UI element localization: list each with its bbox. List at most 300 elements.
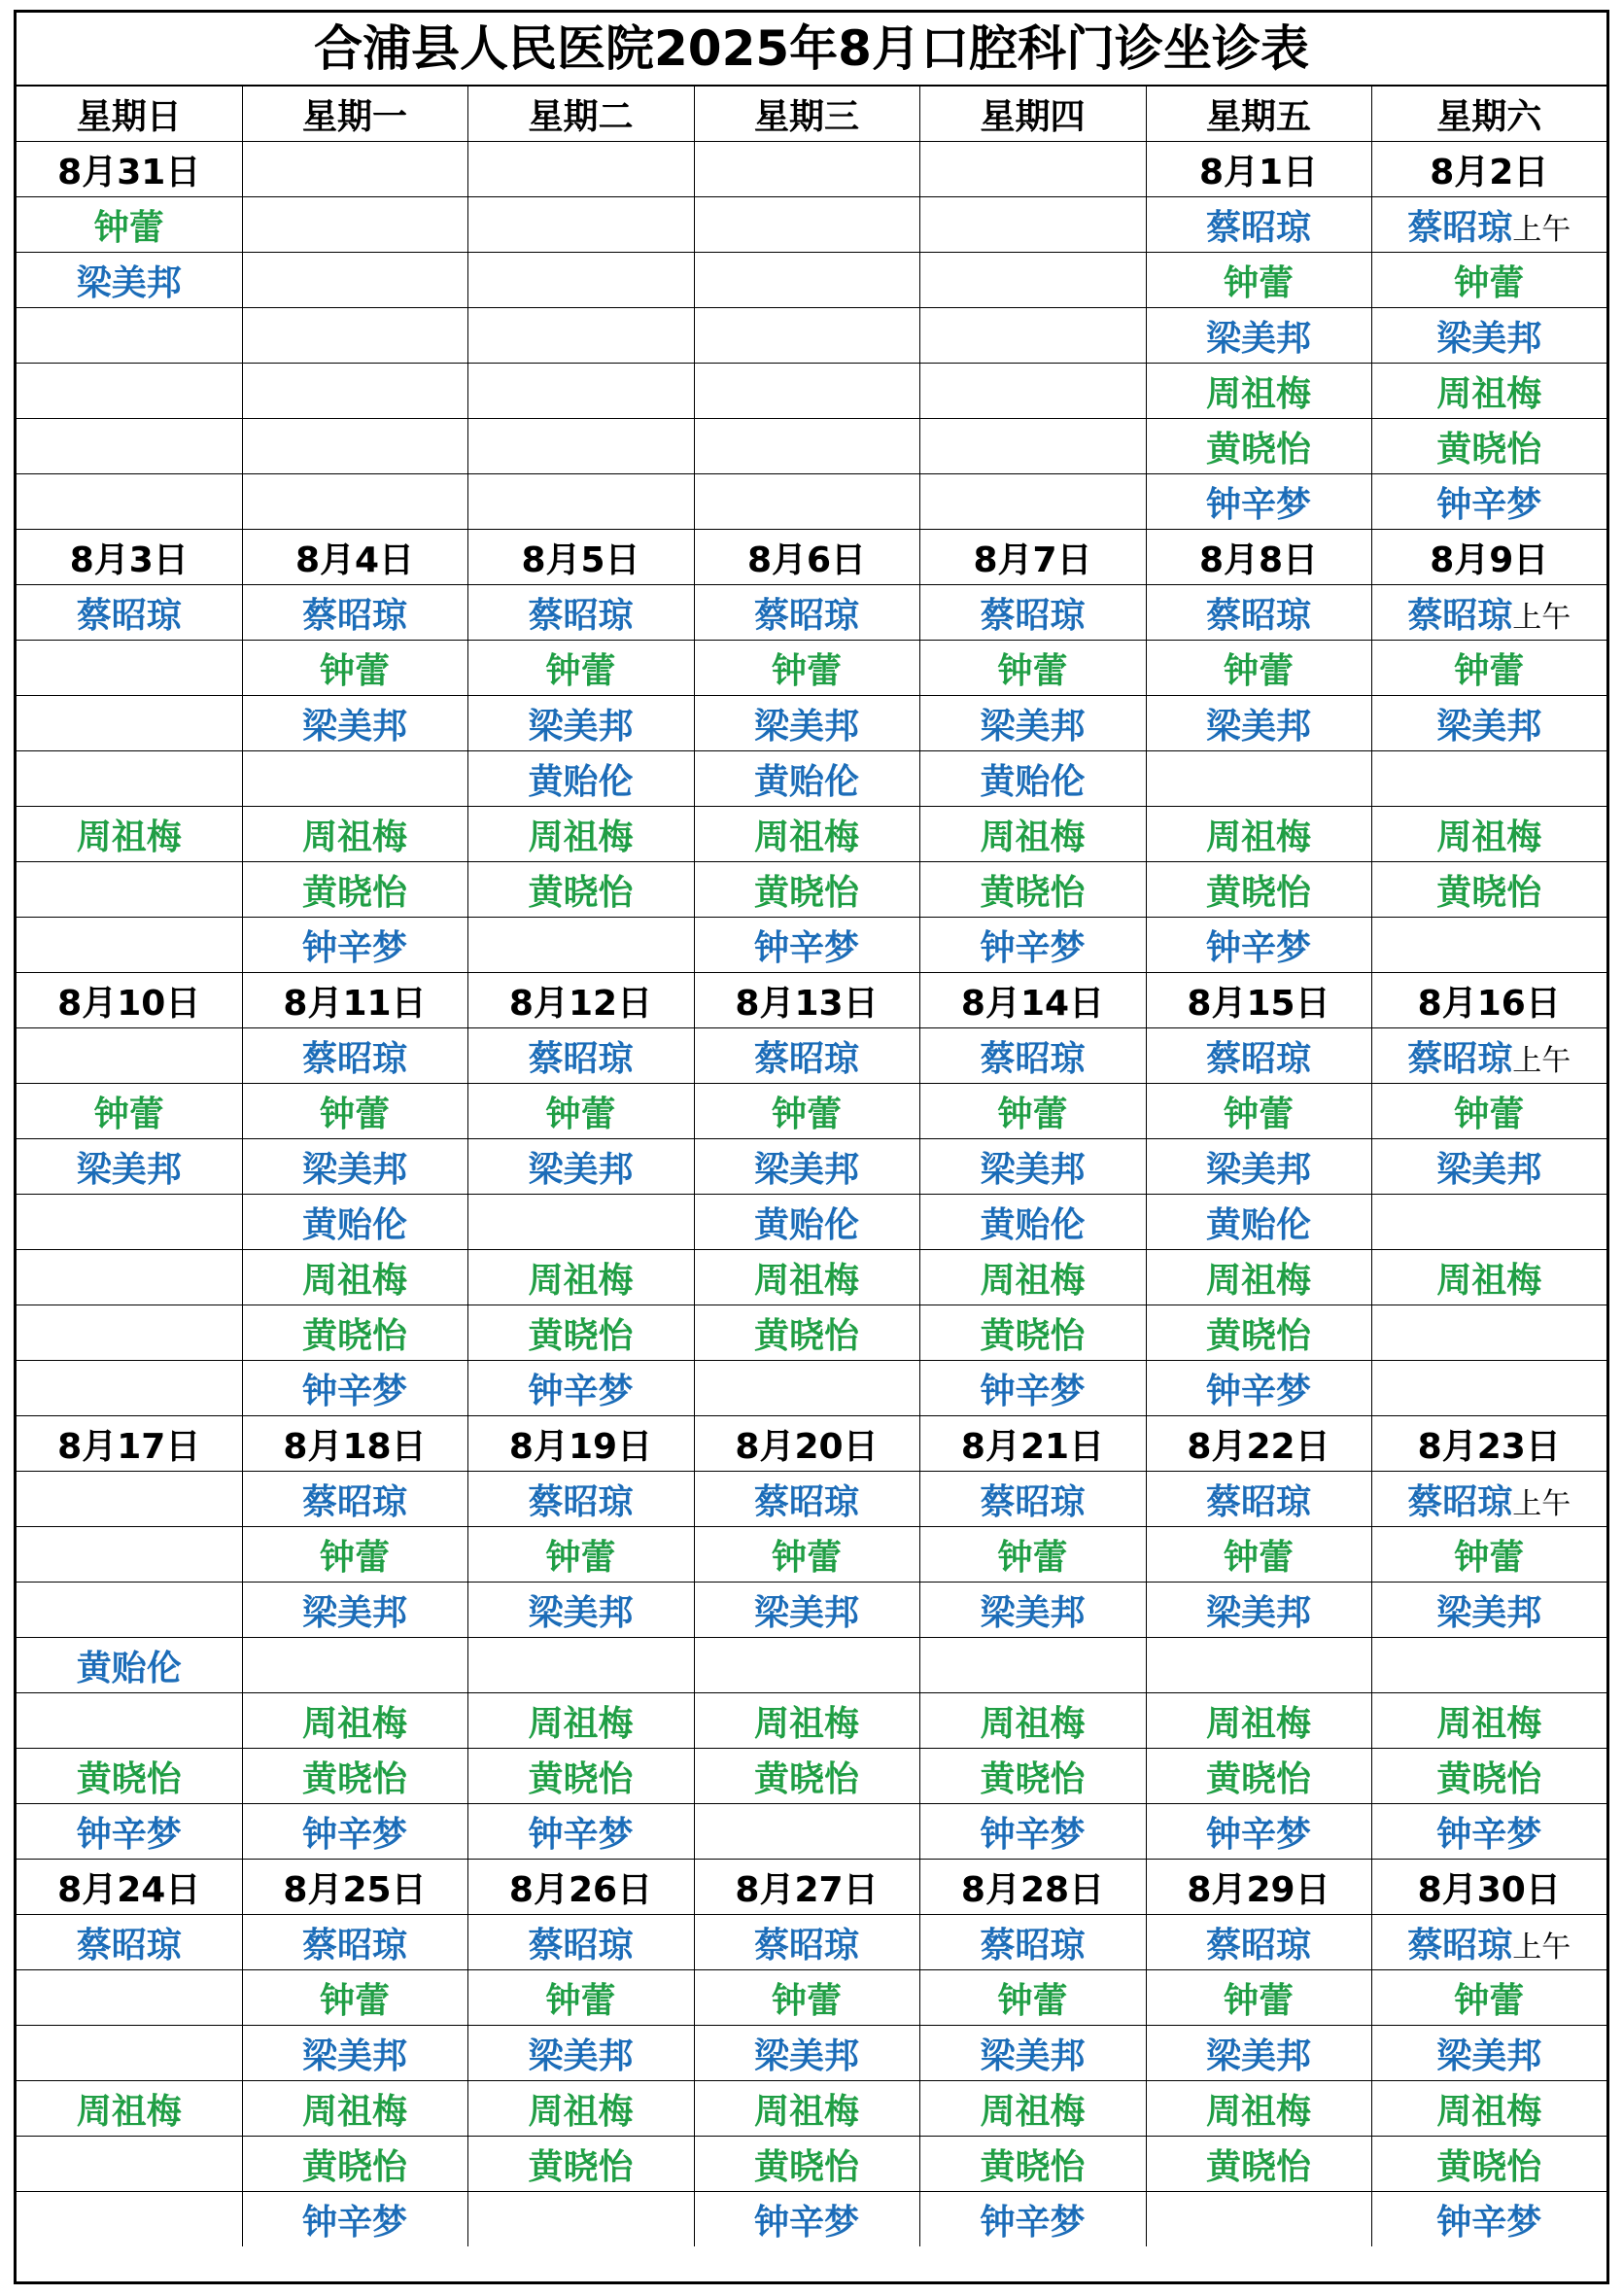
doctor-name: 钟蕾	[997, 1980, 1068, 2021]
doctor-name: 蔡昭琼	[76, 595, 182, 636]
doctor-cell	[919, 862, 1146, 918]
doctor-name: 钟辛梦	[301, 1814, 407, 1855]
doctor-cell	[467, 751, 694, 807]
doctor-cell	[17, 751, 242, 807]
doctor-cell	[694, 585, 919, 641]
doctor-cell	[467, 696, 694, 751]
doctor-name: 钟辛梦	[1436, 2202, 1542, 2243]
doctor-row	[17, 474, 1606, 530]
doctor-cell	[694, 2081, 919, 2137]
doctor-name: 黄晓怡	[980, 1315, 1086, 1356]
doctor-cell	[467, 419, 694, 474]
doctor-cell	[1146, 585, 1371, 641]
date-cell: 8月12日	[467, 973, 694, 1028]
doctor-cell	[1146, 1028, 1371, 1084]
doctor-cell	[17, 1583, 242, 1638]
date-cell: 8月3日	[17, 530, 242, 585]
doctor-cell	[694, 1361, 919, 1416]
doctor-cell	[242, 364, 467, 419]
doctor-name: 钟蕾	[1223, 262, 1294, 303]
doctor-cell	[1371, 364, 1606, 419]
doctor-cell	[694, 1804, 919, 1860]
doctor-cell	[1146, 1527, 1371, 1583]
doctor-name: 钟辛梦	[980, 927, 1086, 968]
doctor-cell	[919, 1139, 1146, 1195]
doctor-cell	[1371, 807, 1606, 862]
doctor-cell	[467, 1084, 694, 1139]
doctor-cell	[919, 308, 1146, 364]
doctor-name: 蔡昭琼	[1205, 1481, 1311, 1522]
doctor-name: 梁美邦	[1205, 706, 1311, 747]
doctor-cell	[467, 1970, 694, 2026]
doctor-cell	[242, 1693, 467, 1749]
doctor-cell	[242, 1915, 467, 1970]
doctor-cell	[694, 419, 919, 474]
doctor-cell	[17, 197, 242, 253]
doctor-cell	[919, 1638, 1146, 1693]
doctor-cell	[694, 1084, 919, 1139]
doctor-name: 黄晓怡	[753, 1315, 859, 1356]
date-row	[17, 1416, 1606, 1472]
shift-note: 上午	[1512, 1043, 1571, 1078]
doctor-cell	[694, 641, 919, 696]
doctor-row	[17, 1638, 1606, 1693]
doctor-cell	[467, 1139, 694, 1195]
doctor-cell	[17, 1915, 242, 1970]
doctor-name: 梁美邦	[528, 1149, 634, 1190]
doctor-cell	[242, 253, 467, 308]
date-cell: 8月10日	[17, 973, 242, 1028]
date-cell: 8月13日	[694, 973, 919, 1028]
doctor-cell	[242, 918, 467, 973]
schedule-sheet	[14, 10, 1609, 2284]
doctor-cell	[467, 1638, 694, 1693]
date-cell: 8月21日	[919, 1416, 1146, 1472]
doctor-name: 梁美邦	[1436, 318, 1542, 359]
doctor-cell	[17, 1749, 242, 1804]
doctor-name: 蔡昭琼	[528, 595, 634, 636]
doctor-cell	[1371, 1028, 1606, 1084]
doctor-cell	[1371, 1804, 1606, 1860]
doctor-cell	[1146, 2192, 1371, 2247]
doctor-cell	[467, 197, 694, 253]
doctor-name: 周祖梅	[528, 1703, 634, 1744]
doctor-cell	[1146, 918, 1371, 973]
doctor-name: 钟辛梦	[980, 1814, 1086, 1855]
doctor-name: 周祖梅	[301, 817, 407, 857]
weekday-header-wed: 星期三	[694, 87, 919, 142]
doctor-cell	[467, 1749, 694, 1804]
doctor-name: 黄晓怡	[1205, 1758, 1311, 1799]
doctor-cell	[467, 2192, 694, 2247]
doctor-row	[17, 918, 1606, 973]
doctor-cell	[467, 2026, 694, 2081]
doctor-cell	[919, 585, 1146, 641]
doctor-cell	[1371, 197, 1606, 253]
doctor-name: 周祖梅	[753, 817, 859, 857]
doctor-cell	[242, 2192, 467, 2247]
doctor-name: 梁美邦	[1436, 2035, 1542, 2076]
date-cell: 8月22日	[1146, 1416, 1371, 1472]
doctor-name: 梁美邦	[753, 706, 859, 747]
doctor-cell	[17, 1804, 242, 1860]
doctor-cell	[467, 585, 694, 641]
doctor-cell	[242, 585, 467, 641]
doctor-name: 蔡昭琼	[1407, 1038, 1513, 1079]
doctor-cell	[1371, 253, 1606, 308]
doctor-cell	[17, 696, 242, 751]
doctor-name: 钟蕾	[545, 1094, 616, 1134]
doctor-cell	[242, 1084, 467, 1139]
doctor-cell	[919, 2137, 1146, 2192]
date-cell: 8月4日	[242, 530, 467, 585]
doctor-cell	[1371, 862, 1606, 918]
doctor-name: 梁美邦	[980, 1592, 1086, 1633]
doctor-cell	[694, 474, 919, 530]
doctor-cell	[467, 1804, 694, 1860]
date-row	[17, 1860, 1606, 1915]
doctor-name: 梁美邦	[528, 2035, 634, 2076]
doctor-cell	[919, 1250, 1146, 1305]
doctor-cell	[694, 2026, 919, 2081]
doctor-name: 钟蕾	[1223, 1980, 1294, 2021]
doctor-cell	[1146, 1693, 1371, 1749]
doctor-cell	[467, 1693, 694, 1749]
doctor-cell	[1371, 1527, 1606, 1583]
doctor-cell	[242, 197, 467, 253]
doctor-cell	[1146, 807, 1371, 862]
doctor-name: 蔡昭琼	[753, 1481, 859, 1522]
doctor-cell	[242, 474, 467, 530]
doctor-name: 蔡昭琼	[980, 1038, 1086, 1079]
doctor-name: 钟辛梦	[301, 2202, 407, 2243]
date-cell: 8月23日	[1371, 1416, 1606, 1472]
doctor-cell	[242, 2081, 467, 2137]
doctor-name: 周祖梅	[980, 817, 1086, 857]
doctor-row	[17, 308, 1606, 364]
doctor-name: 钟蕾	[545, 1537, 616, 1578]
doctor-cell	[242, 1638, 467, 1693]
doctor-cell	[1371, 1250, 1606, 1305]
page-title: 合浦县人民医院2025年8月口腔科门诊坐诊表	[17, 13, 1606, 87]
doctor-cell	[242, 419, 467, 474]
date-cell: 8月8日	[1146, 530, 1371, 585]
date-cell: 8月27日	[694, 1860, 919, 1915]
doctor-cell	[1371, 474, 1606, 530]
doctor-cell	[467, 364, 694, 419]
doctor-name: 钟辛梦	[980, 2202, 1086, 2243]
doctor-cell	[17, 308, 242, 364]
doctor-cell	[17, 862, 242, 918]
doctor-cell	[467, 308, 694, 364]
doctor-name: 钟蕾	[1454, 1094, 1525, 1134]
doctor-name: 周祖梅	[528, 1260, 634, 1301]
doctor-name: 周祖梅	[753, 1260, 859, 1301]
doctor-row	[17, 1915, 1606, 1970]
doctor-name: 梁美邦	[753, 1149, 859, 1190]
shift-note: 上午	[1512, 1930, 1571, 1965]
doctor-name: 周祖梅	[1436, 817, 1542, 857]
date-cell: 8月6日	[694, 530, 919, 585]
doctor-cell	[1371, 751, 1606, 807]
doctor-name: 黄晓怡	[1205, 2146, 1311, 2187]
doctor-cell	[694, 1195, 919, 1250]
doctor-cell	[1146, 1804, 1371, 1860]
doctor-cell	[242, 1028, 467, 1084]
doctor-cell	[467, 2137, 694, 2192]
doctor-name: 梁美邦	[301, 1592, 407, 1633]
doctor-cell	[17, 474, 242, 530]
doctor-cell	[1146, 1749, 1371, 1804]
doctor-cell	[1146, 1472, 1371, 1527]
doctor-name: 蔡昭琼	[753, 1038, 859, 1079]
weekday-header-sun: 星期日	[17, 87, 242, 142]
doctor-cell	[1371, 308, 1606, 364]
doctor-name: 钟蕾	[93, 1094, 164, 1134]
doctor-cell	[1146, 641, 1371, 696]
doctor-name: 梁美邦	[1436, 1149, 1542, 1190]
doctor-name: 蔡昭琼	[753, 595, 859, 636]
doctor-cell	[242, 1970, 467, 2026]
doctor-cell	[242, 751, 467, 807]
doctor-cell	[1146, 696, 1371, 751]
date-cell: 8月9日	[1371, 530, 1606, 585]
doctor-name: 梁美邦	[301, 706, 407, 747]
doctor-cell	[17, 1527, 242, 1583]
doctor-name: 梁美邦	[1205, 1592, 1311, 1633]
doctor-row	[17, 807, 1606, 862]
doctor-row	[17, 1084, 1606, 1139]
shift-note: 上午	[1512, 600, 1571, 635]
doctor-name: 蔡昭琼	[1205, 207, 1311, 248]
doctor-row	[17, 1028, 1606, 1084]
doctor-name: 梁美邦	[528, 706, 634, 747]
doctor-row	[17, 862, 1606, 918]
doctor-name: 黄晓怡	[1205, 429, 1311, 470]
doctor-cell	[467, 1305, 694, 1361]
doctor-cell	[694, 1472, 919, 1527]
doctor-cell	[17, 807, 242, 862]
doctor-cell	[17, 2081, 242, 2137]
doctor-cell	[17, 1084, 242, 1139]
date-row	[17, 530, 1606, 585]
doctor-name: 钟辛梦	[980, 1371, 1086, 1411]
doctor-row	[17, 253, 1606, 308]
date-cell: 8月28日	[919, 1860, 1146, 1915]
doctor-name: 黄晓怡	[753, 2146, 859, 2187]
doctor-cell	[17, 918, 242, 973]
doctor-name: 蔡昭琼	[301, 1038, 407, 1079]
doctor-name: 钟辛梦	[1205, 1814, 1311, 1855]
doctor-row	[17, 1970, 1606, 2026]
doctor-name: 黄晓怡	[1436, 429, 1542, 470]
weekday-header-thu: 星期四	[919, 87, 1146, 142]
schedule-table	[17, 87, 1606, 2246]
doctor-cell	[919, 751, 1146, 807]
doctor-cell	[1371, 1084, 1606, 1139]
doctor-cell	[242, 641, 467, 696]
doctor-row	[17, 1749, 1606, 1804]
doctor-cell	[17, 253, 242, 308]
doctor-cell	[694, 2137, 919, 2192]
doctor-cell	[17, 641, 242, 696]
shift-note: 上午	[1512, 212, 1571, 247]
doctor-name: 梁美邦	[1205, 318, 1311, 359]
doctor-name: 梁美邦	[76, 262, 182, 303]
doctor-row	[17, 1250, 1606, 1305]
doctor-name: 钟辛梦	[76, 1814, 182, 1855]
doctor-name: 黄晓怡	[528, 872, 634, 913]
doctor-name: 梁美邦	[980, 1149, 1086, 1190]
doctor-name: 钟蕾	[319, 1094, 390, 1134]
doctor-cell	[919, 1915, 1146, 1970]
doctor-name: 黄晓怡	[301, 2146, 407, 2187]
doctor-row	[17, 1804, 1606, 1860]
doctor-name: 周祖梅	[301, 1260, 407, 1301]
doctor-cell	[1146, 1084, 1371, 1139]
doctor-name: 钟蕾	[319, 1537, 390, 1578]
doctor-name: 黄晓怡	[1205, 872, 1311, 913]
doctor-cell	[1146, 1361, 1371, 1416]
doctor-cell	[1371, 419, 1606, 474]
doctor-name: 钟蕾	[319, 650, 390, 691]
doctor-name: 梁美邦	[980, 706, 1086, 747]
doctor-cell	[1146, 1250, 1371, 1305]
doctor-cell	[242, 1250, 467, 1305]
date-cell: 8月29日	[1146, 1860, 1371, 1915]
doctor-name: 黄晓怡	[1436, 872, 1542, 913]
date-cell: 8月16日	[1371, 973, 1606, 1028]
doctor-cell	[1371, 1472, 1606, 1527]
doctor-cell	[1371, 1749, 1606, 1804]
doctor-name: 蔡昭琼	[528, 1038, 634, 1079]
doctor-name: 黄晓怡	[980, 872, 1086, 913]
doctor-name: 黄贻伦	[1205, 1204, 1311, 1245]
weekday-header-row	[17, 87, 1606, 142]
doctor-cell	[17, 1139, 242, 1195]
doctor-row	[17, 2192, 1606, 2247]
doctor-row	[17, 1361, 1606, 1416]
doctor-name: 周祖梅	[76, 817, 182, 857]
doctor-name: 钟蕾	[319, 1980, 390, 2021]
doctor-cell	[242, 1527, 467, 1583]
doctor-name: 蔡昭琼	[528, 1925, 634, 1966]
date-cell: 8月19日	[467, 1416, 694, 1472]
doctor-cell	[1146, 308, 1371, 364]
doctor-cell	[467, 807, 694, 862]
doctor-name: 蔡昭琼	[980, 595, 1086, 636]
doctor-cell	[467, 474, 694, 530]
doctor-cell	[1146, 1583, 1371, 1638]
date-cell: 8月5日	[467, 530, 694, 585]
doctor-name: 周祖梅	[753, 2091, 859, 2132]
doctor-cell	[694, 751, 919, 807]
doctor-name: 周祖梅	[1205, 373, 1311, 414]
doctor-name: 蔡昭琼	[1205, 595, 1311, 636]
doctor-cell	[17, 1305, 242, 1361]
doctor-name: 梁美邦	[528, 1592, 634, 1633]
doctor-cell	[1371, 2192, 1606, 2247]
doctor-cell	[467, 1250, 694, 1305]
doctor-name: 黄晓怡	[301, 872, 407, 913]
date-cell: 8月26日	[467, 1860, 694, 1915]
doctor-name: 钟辛梦	[528, 1371, 634, 1411]
doctor-cell	[17, 2026, 242, 2081]
doctor-cell	[694, 862, 919, 918]
doctor-name: 蔡昭琼	[76, 1925, 182, 1966]
doctor-name: 梁美邦	[301, 2035, 407, 2076]
doctor-name: 钟蕾	[1454, 1537, 1525, 1578]
doctor-row	[17, 696, 1606, 751]
date-cell: 8月20日	[694, 1416, 919, 1472]
doctor-name: 钟蕾	[771, 1094, 842, 1134]
doctor-cell	[694, 253, 919, 308]
doctor-name: 黄贻伦	[528, 761, 634, 802]
doctor-cell	[1371, 1915, 1606, 1970]
doctor-name: 蔡昭琼	[1407, 1481, 1513, 1522]
doctor-name: 周祖梅	[1205, 817, 1311, 857]
doctor-name: 梁美邦	[1205, 1149, 1311, 1190]
doctor-cell	[694, 197, 919, 253]
doctor-cell	[467, 1361, 694, 1416]
doctor-cell	[467, 253, 694, 308]
doctor-name: 黄贻伦	[301, 1204, 407, 1245]
date-row	[17, 973, 1606, 1028]
doctor-name: 黄晓怡	[528, 1315, 634, 1356]
doctor-cell	[919, 1084, 1146, 1139]
doctor-cell	[1146, 751, 1371, 807]
doctor-name: 蔡昭琼	[301, 1925, 407, 1966]
doctor-name: 蔡昭琼	[753, 1925, 859, 1966]
doctor-cell	[919, 1472, 1146, 1527]
doctor-cell	[242, 2137, 467, 2192]
date-cell	[242, 142, 467, 197]
doctor-name: 蔡昭琼	[528, 1481, 634, 1522]
doctor-cell	[1371, 918, 1606, 973]
doctor-cell	[694, 807, 919, 862]
doctor-cell	[919, 2192, 1146, 2247]
doctor-name: 周祖梅	[301, 2091, 407, 2132]
date-cell: 8月25日	[242, 1860, 467, 1915]
doctor-name: 钟辛梦	[753, 927, 859, 968]
doctor-name: 周祖梅	[1436, 373, 1542, 414]
doctor-cell	[17, 1693, 242, 1749]
doctor-cell	[694, 1970, 919, 2026]
doctor-cell	[919, 253, 1146, 308]
doctor-name: 钟蕾	[545, 650, 616, 691]
doctor-cell	[1146, 419, 1371, 474]
doctor-name: 钟蕾	[1454, 262, 1525, 303]
doctor-cell	[1371, 1305, 1606, 1361]
doctor-cell	[1146, 1305, 1371, 1361]
doctor-cell	[1146, 197, 1371, 253]
doctor-cell	[1371, 696, 1606, 751]
date-cell: 8月14日	[919, 973, 1146, 1028]
doctor-cell	[467, 1028, 694, 1084]
date-cell: 8月7日	[919, 530, 1146, 585]
doctor-name: 钟蕾	[1223, 1537, 1294, 1578]
doctor-name: 梁美邦	[1205, 2035, 1311, 2076]
doctor-cell	[1371, 1195, 1606, 1250]
doctor-cell	[1371, 1970, 1606, 2026]
doctor-name: 黄晓怡	[76, 1758, 182, 1799]
doctor-cell	[242, 1305, 467, 1361]
doctor-cell	[1371, 2137, 1606, 2192]
date-cell	[919, 142, 1146, 197]
doctor-name: 钟蕾	[1223, 650, 1294, 691]
doctor-name: 蔡昭琼	[1407, 1925, 1513, 1966]
doctor-cell	[17, 585, 242, 641]
